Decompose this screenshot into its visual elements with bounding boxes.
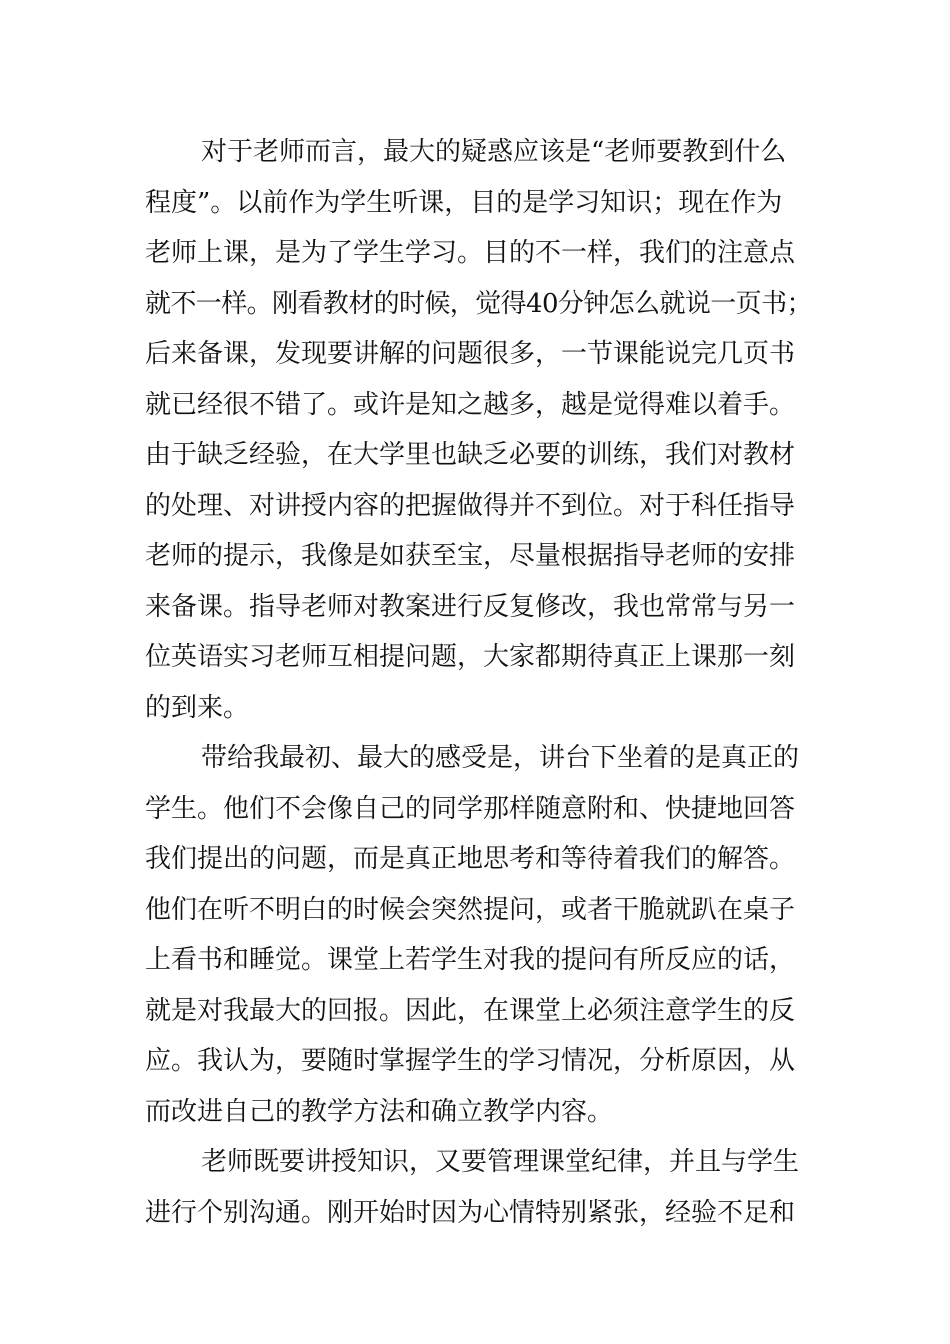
text-line: 就是对我最大的回报。因此，在课堂上必须注意学生的反: [145, 995, 796, 1026]
text-line: 我们提出的问题，而是真正地思考和等待着我们的解答。: [145, 844, 796, 874]
paragraph-3: [145, 1137, 810, 1238]
text-line: 而改进自己的教学方法和确立教学内容。: [145, 1096, 614, 1127]
text-line: 程度”。以前作为学生听课，目的是学习知识；现在作为: [145, 187, 783, 218]
text-line: 就不一样。刚看教材的时候，觉得40分钟怎么就说一页书；: [145, 288, 812, 319]
text-line: 的处理、对讲授内容的把握做得并不到位。对于科任指导: [145, 490, 796, 521]
text-line: 进行个别沟通。刚开始时因为心情特别紧张，经验不足和: [145, 1197, 796, 1228]
text-line: 位英语实习老师互相提问题，大家都期待真正上课那一刻: [145, 642, 796, 672]
text-line: 带给我最初、最大的感受是，讲台下坐着的是真正的: [201, 743, 800, 773]
text-line: 由于缺乏经验，在大学里也缺乏必要的训练，我们对教材: [145, 440, 796, 470]
paragraph-1: [145, 127, 810, 733]
text-line: 老师的提示，我像是如获至宝，尽量根据指导老师的安排: [145, 541, 796, 571]
text-line: 老师上课，是为了学生学习。目的不一样，我们的注意点: [145, 238, 796, 268]
body-text: [145, 127, 810, 1238]
text-line: 就已经很不错了。或许是知之越多，越是觉得难以着手。: [145, 389, 796, 420]
text-line: 应。我认为，要随时掌握学生的学习情况，分析原因，从: [145, 1046, 796, 1076]
text-line: 对于老师而言，最大的疑惑应该是“老师要教到什么: [201, 137, 787, 167]
text-line: 上看书和睡觉。课堂上若学生对我的提问有所反应的话，: [145, 945, 796, 975]
text-line: 来备课。指导老师对教案进行反复修改，我也常常与另一: [145, 591, 796, 622]
text-line: 他们在听不明白的时候会突然提问，或者干脆就趴在桌子: [145, 894, 796, 925]
paragraph-2: [145, 733, 810, 1137]
text-line: 老师既要讲授知识，又要管理课堂纪律，并且与学生: [201, 1147, 800, 1177]
text-line: 后来备课，发现要讲解的问题很多，一节课能说完几页书: [145, 339, 796, 369]
text-line: 的到来。: [145, 692, 250, 723]
text-line: 学生。他们不会像自己的同学那样随意附和、快捷地回答: [145, 793, 796, 824]
